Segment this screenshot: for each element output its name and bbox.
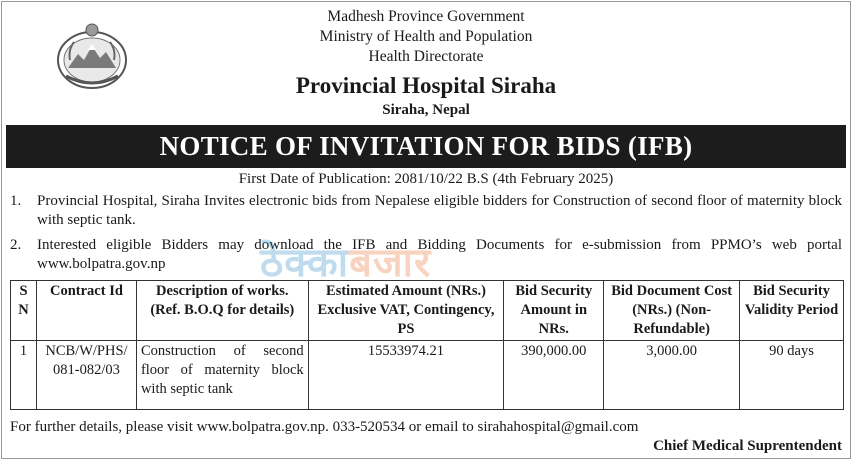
watermark-part-2: बजार <box>349 240 432 286</box>
col-header-contract-id: Contract Id <box>36 281 136 341</box>
col-header-bid-security: Bid Security Amount in NRs. <box>504 281 604 341</box>
watermark-part-1: ठेक्का <box>260 240 350 286</box>
col-header-document-cost: Bid Document Cost (NRs.) (Non-Refundable) <box>604 281 740 341</box>
government-header <box>2 7 850 67</box>
paragraph-number: 2. <box>10 237 22 253</box>
hospital-name: Provincial Hospital Siraha <box>295 73 557 98</box>
cell-sn: 1 <box>11 341 37 410</box>
paragraph-2 <box>10 236 842 274</box>
table-row <box>11 341 844 410</box>
paragraph-text: Interested eligible Bidders may download the IFB and Bidding Documents for e-submission from PPMO’s web portal www.bolpatra.gov.np <box>37 237 842 272</box>
cell-estimated-amount: 15533974.21 <box>308 341 504 410</box>
paragraph-1 <box>10 192 842 230</box>
contact-details: For further details, please visit www.bolpatra.gov.np. 033-520534 or email to sirahahospital@gmail.com <box>10 419 639 435</box>
notice-title-banner: NOTICE OF INVITATION FOR BIDS (IFB) <box>6 125 846 168</box>
publication-date: First Date of Publication: 2081/10/22 B.S (4th February 2025) <box>238 171 614 187</box>
hospital-location: Siraha, Nepal <box>382 102 470 118</box>
cell-document-cost: 3,000.00 <box>604 341 740 410</box>
header-line-directorate: Health Directorate <box>368 48 484 65</box>
col-header-validity: Bid Security Validity Period <box>740 281 844 341</box>
cell-bid-security: 390,000.00 <box>504 341 604 410</box>
col-header-estimated-amount: Estimated Amount (NRs.) Exclusive VAT, Contingency, PS <box>308 281 504 341</box>
signatory: Chief Medical Suprentendent <box>653 438 842 454</box>
header-line-ministry: Ministry of Health and Population <box>319 28 533 45</box>
table-header-row <box>11 281 844 341</box>
col-header-sn: S N <box>11 281 37 341</box>
cell-validity: 90 days <box>740 341 844 410</box>
cell-contract-id: NCB/W/PHS/ 081-082/03 <box>36 341 136 410</box>
header-line-province: Madhesh Province Government <box>327 8 525 25</box>
bid-details-table <box>10 280 844 410</box>
paragraph-text: Provincial Hospital, Siraha Invites electronic bids from Nepalese eligible bidders for Construction of second floor of maternity block with septic tank. <box>37 193 842 228</box>
bid-notice-page <box>1 1 851 459</box>
paragraph-number: 1. <box>10 193 22 209</box>
col-header-description: Description of works. (Ref. B.O.Q for details) <box>136 281 308 341</box>
cell-description: Construction of second floor of maternity block with septic tank <box>136 341 308 410</box>
